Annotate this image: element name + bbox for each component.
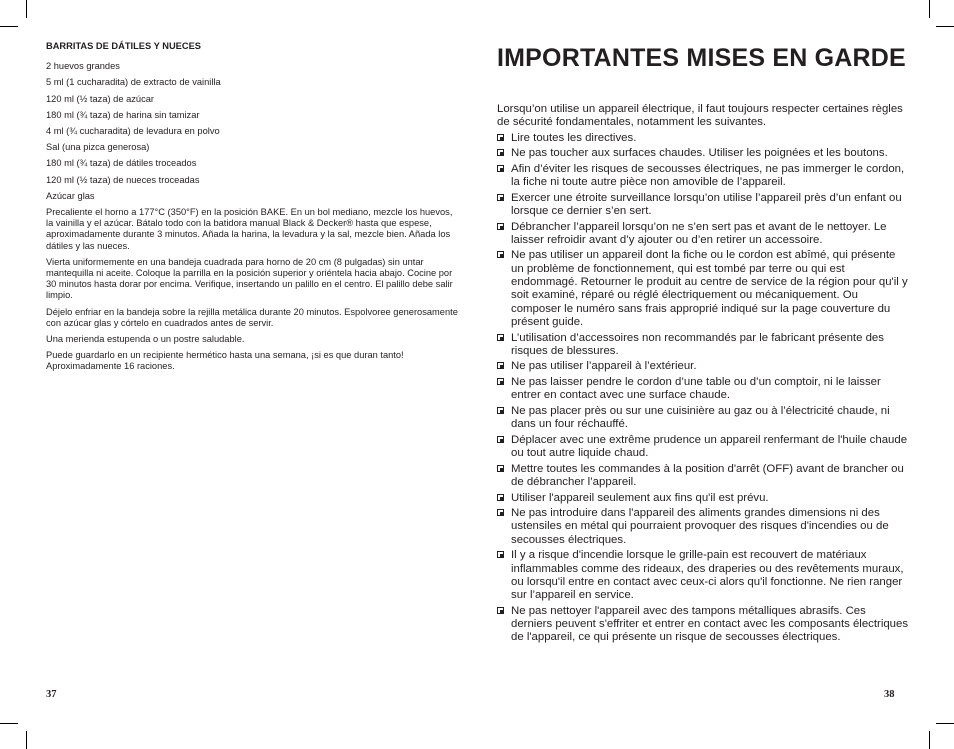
list-item: Débrancher l’appareil lorsqu’on ne s’en sert pas et avant de le nettoyer. Le laisser refroidir avant d’y ajouter ou d’en retirer un accessoire. — [497, 221, 910, 248]
instructions — [46, 207, 462, 373]
checkbox-bullet-icon — [497, 378, 504, 385]
list-item: Ne pas nettoyer l'appareil avec des tampons métalliques abrasifs. Ces derniers peuvent s'effriter et entrer en contact avec les composants électriques de l'appareil, ce qui présente un risque de secousses électriques. — [497, 605, 910, 645]
intro-paragraph: Lorsqu’on utilise un appareil électrique, il faut toujours respecter certaines règles de sécurité fondamentales, notamment les suivantes. — [497, 103, 903, 129]
list-item: Exercer une étroite surveillance lorsqu’on utilise l’appareil près d’un enfant ou lorsque ce dernier s’en sert. — [497, 192, 910, 219]
list-item: Ne pas placer près ou sur une cuisinière au gaz ou à l’électricité chaude, ni dans un four réchauffé. — [497, 405, 910, 432]
list-item: Mettre toutes les commandes à la position d'arrêt (OFF) avant de brancher ou de débrancher l’appareil. — [497, 463, 910, 490]
ingredient-list — [46, 61, 462, 202]
list-item: Il y a risque d'incendie lorsque le grille-pain est recouvert de matériaux inflammables comme des rideaux, des draperies ou des revêtements muraux, ou lorsqu'il entre en contact avec ceux-ci alors qu'il fonctionne. Ne rien ranger sur l’appareil en service. — [497, 549, 910, 602]
checkbox-bullet-icon — [497, 149, 504, 156]
checkbox-bullet-icon — [497, 334, 504, 341]
right-page — [497, 40, 910, 647]
ingredient: 180 ml (¾ taza) de dátiles troceados — [46, 158, 197, 169]
ingredient: 5 ml (1 cucharadita) de extracto de vainilla — [46, 77, 221, 88]
page-number-left: 37 — [46, 689, 57, 700]
checkbox-bullet-icon — [497, 251, 504, 258]
page-number-right: 38 — [884, 689, 895, 700]
checkbox-bullet-icon — [497, 194, 504, 201]
list-item: Ne pas introduire dans l'appareil des aliments grandes dimensions ni des ustensiles en métal qui pourraient provoquer des risques d'incendies ou de secousses électriques. — [497, 507, 910, 547]
crop-mark-top-left — [26, 0, 27, 18]
crop-mark-bottom-left-h — [0, 723, 18, 724]
checkbox-bullet-icon — [497, 134, 504, 141]
instruction-paragraph: Una merienda estupenda o un postre saludable. — [46, 334, 245, 345]
list-item: Ne pas utiliser un appareil dont la fiche ou le cordon est abîmé, qui présente un problème de fonctionnement, qui est tombé par terre ou qui est endommagé. Retourner le produit au centre de service de la région pour qu'il y soit examiné, réparé ou réglé électriquement ou mécaniquement. Ou composer le numéro sans frais approprié indiqué sur la page couverture du présent guide. — [497, 249, 910, 329]
safeguard-list — [497, 132, 910, 645]
crop-mark-top-left-h — [0, 26, 18, 27]
checkbox-bullet-icon — [497, 407, 504, 414]
ingredient: 120 ml (½ taza) de azúcar — [46, 93, 154, 104]
checkbox-bullet-icon — [497, 362, 504, 369]
list-item: Ne pas utiliser l’appareil à l’extérieur. — [497, 360, 910, 373]
checkbox-bullet-icon — [497, 436, 504, 443]
crop-mark-bottom-right — [929, 731, 930, 749]
checkbox-bullet-icon — [497, 551, 504, 558]
crop-mark-bottom-right-h — [936, 723, 954, 724]
page-heading: IMPORTANTES MISES EN GARDE — [497, 44, 906, 72]
list-item: Ne pas laisser pendre le cordon d’une table ou d’un comptoir, ni le laisser entrer en contact avec une surface chaude. — [497, 376, 910, 403]
checkbox-bullet-icon — [497, 607, 504, 614]
ingredient: Azúcar glas — [46, 190, 95, 201]
recipe-title: BARRITAS DE DÁTILES Y NUECES — [46, 41, 201, 51]
instruction-paragraph: Déjelo enfriar en la bandeja sobre la rejilla metálica durante 20 minutos. Espolvoree generosamente con azúcar glas y córtelo en cuadrados antes de servir. — [46, 306, 458, 328]
instruction-paragraph: Precaliente el horno a 177°C (350°F) en la posición BAKE. En un bol mediano, mezcle los huevos, la vainilla y el azúcar. Bátalo todo con la batidora manual Black & Decker® hasta que espese, aproximadamente durante 3 minutos. Añada la harina, la levadura y la sal, mezcle bien. Añada los dátiles y las nueces. — [46, 207, 453, 251]
crop-mark-top-right-h — [936, 26, 954, 27]
crop-mark-top-right — [929, 0, 930, 18]
list-item: Afin d’éviter les risques de secousses électriques, ne pas immerger le cordon, la fiche ni toute autre pièce non amovible de l’appareil. — [497, 163, 910, 190]
checkbox-bullet-icon — [497, 223, 504, 230]
ingredient: 4 ml (¾ cucharadita) de levadura en polvo — [46, 126, 220, 137]
checkbox-bullet-icon — [497, 465, 504, 472]
list-item: Déplacer avec une extrême prudence un appareil renfermant de l'huile chaude ou tout autre liquide chaud. — [497, 434, 910, 461]
list-item: L’utilisation d’accessoires non recommandés par le fabricant présente des risques de blessures. — [497, 332, 910, 359]
ingredient: 2 huevos grandes — [46, 61, 120, 72]
ingredient: 120 ml (½ taza) de nueces troceadas — [46, 174, 200, 185]
instruction-paragraph: Puede guardarlo en un recipiente hermético hasta una semana, ¡si es que duran tanto! Aproximadamente 16 raciones. — [46, 350, 404, 372]
instruction-paragraph: Vierta uniformemente en una bandeja cuadrada para horno de 20 cm (8 pulgadas) sin untar mantequilla ni aceite. Coloque la parrilla en la posición superior y oriéntela hacia abajo. Cocine por 30 minutos hasta dorar por encima. Verifique, insertando un palillo en el centro. El palillo debe salir limpio. — [46, 256, 453, 301]
checkbox-bullet-icon — [497, 494, 504, 501]
left-page — [46, 41, 462, 378]
ingredient: 180 ml (¾ taza) de harina sin tamizar — [46, 109, 200, 120]
list-item: Lire toutes les directives. — [497, 132, 910, 145]
crop-mark-bottom-left — [26, 731, 27, 749]
checkbox-bullet-icon — [497, 165, 504, 172]
list-item: Ne pas toucher aux surfaces chaudes. Utiliser les poignées et les boutons. — [497, 147, 910, 160]
ingredient: Sal (una pizca generosa) — [46, 142, 150, 153]
list-item: Utiliser l'appareil seulement aux fins qu'il est prévu. — [497, 492, 910, 505]
checkbox-bullet-icon — [497, 509, 504, 516]
